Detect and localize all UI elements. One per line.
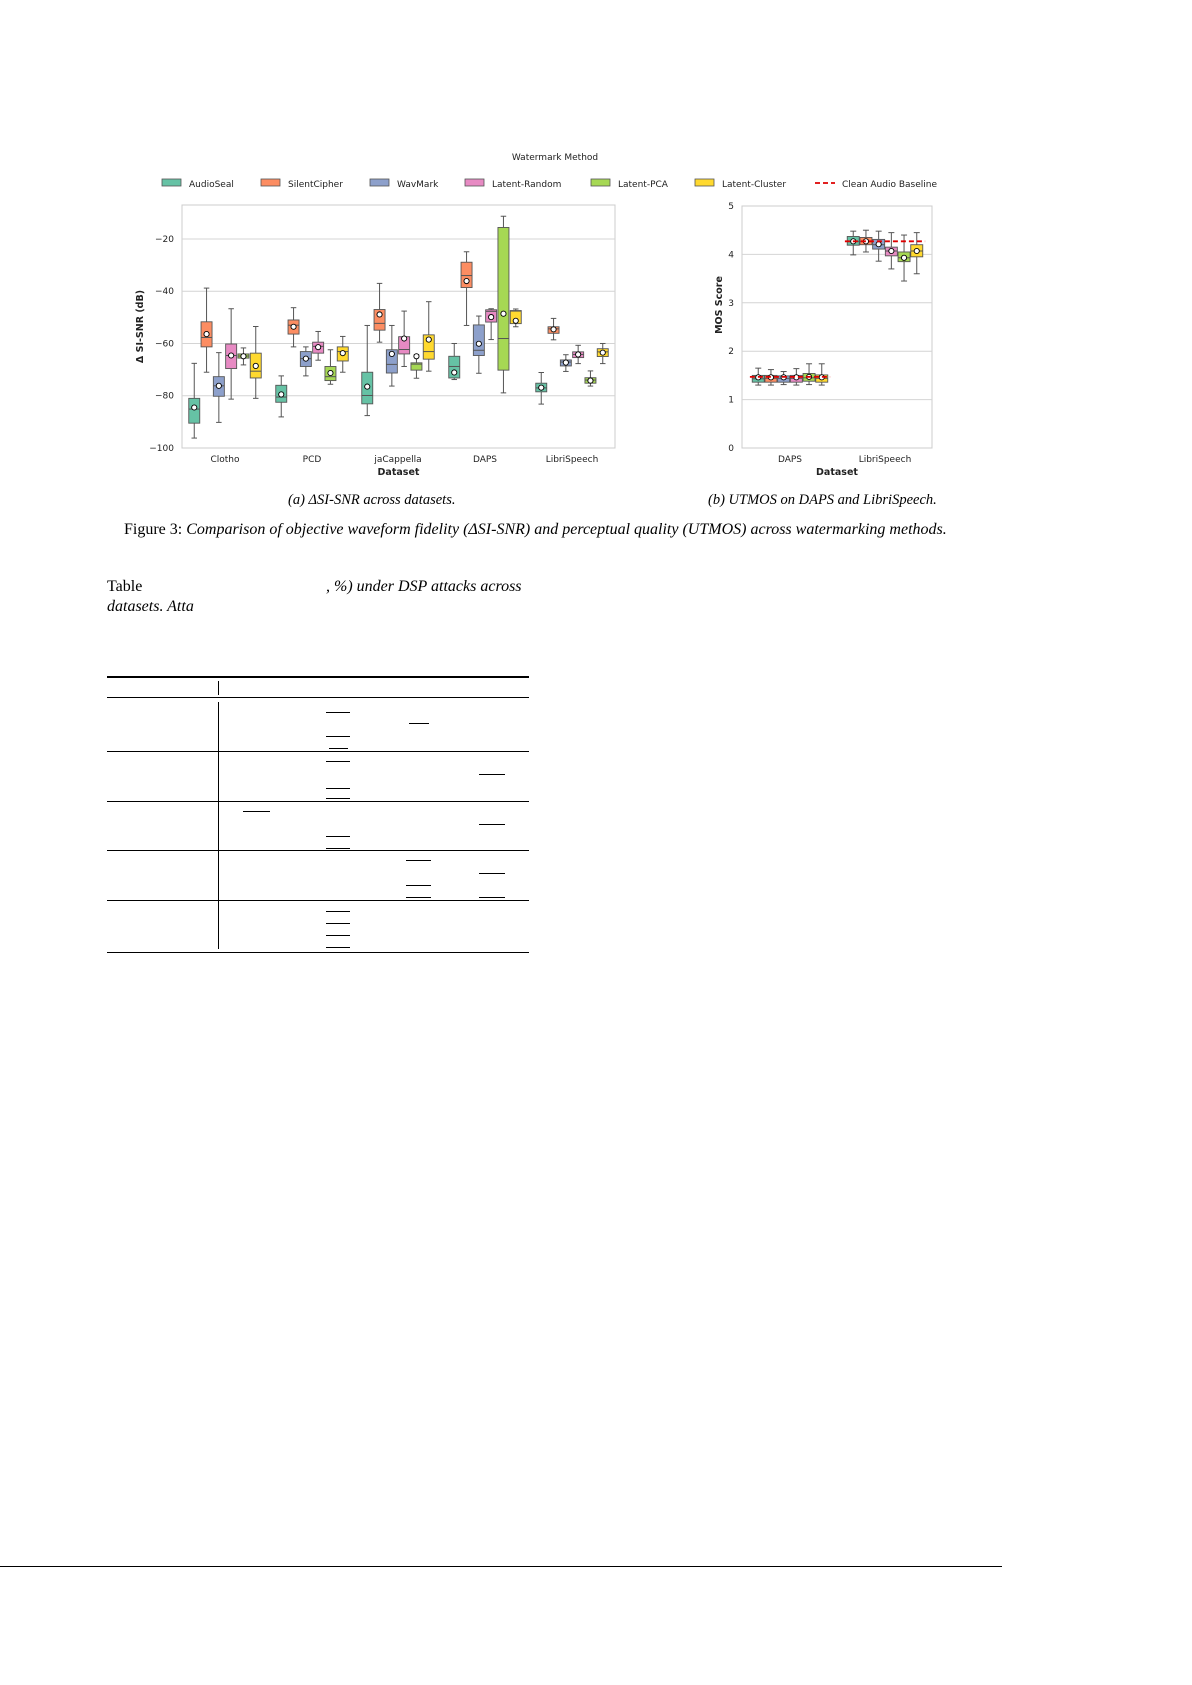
table-underline — [406, 860, 431, 861]
table-caption-line1-b: , %) under DSP attacks across — [326, 578, 522, 595]
table-row-rule — [107, 850, 529, 851]
mean-marker — [576, 352, 581, 357]
mean-marker — [489, 314, 494, 319]
mean-marker — [889, 248, 894, 253]
mean-marker — [377, 312, 382, 317]
mean-marker — [551, 327, 556, 332]
subcaption-a: (a) ΔSI-SNR across datasets. — [288, 492, 456, 508]
table-header-rule — [107, 697, 529, 698]
mean-marker — [476, 341, 481, 346]
table-underline — [326, 712, 350, 713]
x-tick-label: LibriSpeech — [858, 455, 912, 465]
figure-3-charts — [0, 0, 1192, 490]
legend-label: Clean Audio Baseline — [842, 180, 938, 190]
y-axis-label: MOS Score — [714, 276, 725, 334]
footer-rule — [0, 1566, 1002, 1567]
table-underline — [479, 873, 505, 874]
mean-marker — [402, 336, 407, 341]
mean-marker — [563, 360, 568, 365]
mean-marker — [365, 384, 370, 389]
table-row-rule — [107, 751, 529, 752]
y-tick-label: 1 — [728, 395, 734, 406]
figure-caption — [124, 521, 947, 539]
box — [473, 325, 484, 356]
mean-marker — [192, 405, 197, 410]
table-top-rule — [107, 676, 529, 678]
box — [498, 227, 509, 370]
table-underline — [406, 885, 431, 886]
mean-marker — [464, 278, 469, 283]
legend-swatch-wavmark — [370, 179, 389, 186]
mean-marker — [229, 353, 234, 358]
legend-label: SilentCipher — [288, 180, 343, 190]
mean-marker — [513, 318, 518, 323]
table-row-rule — [107, 801, 529, 802]
table-underline — [329, 748, 348, 749]
table-caption-line2: datasets. Atta — [107, 598, 194, 615]
y-tick-label: 4 — [728, 250, 734, 261]
mean-marker — [426, 337, 431, 342]
table-underline — [479, 897, 505, 898]
mean-marker — [241, 354, 246, 359]
y-axis-label: Δ SI-SNR (dB) — [135, 289, 146, 364]
table-caption-line1-a: Table — [107, 578, 143, 595]
y-tick-label: −80 — [155, 391, 174, 402]
mean-marker — [588, 378, 593, 383]
mean-marker — [452, 370, 457, 375]
mean-marker — [539, 385, 544, 390]
x-tick-label: Clotho — [210, 455, 240, 465]
x-tick-label: DAPS — [777, 455, 803, 465]
table-underline — [409, 723, 429, 724]
x-tick-label: LibriSpeech — [545, 455, 599, 465]
x-axis-label: Dataset — [816, 467, 858, 478]
table-underline — [479, 774, 505, 775]
mean-marker — [316, 345, 321, 350]
mean-marker — [328, 370, 333, 375]
table-row-rule — [107, 900, 529, 901]
box-latent-pca-daps — [498, 216, 509, 393]
table-underline — [326, 736, 350, 737]
x-tick-label: PCD — [302, 455, 322, 465]
table-bottom-rule — [107, 952, 529, 953]
legend-swatch-latent-pca — [591, 179, 610, 186]
mean-marker — [279, 392, 284, 397]
table-underline — [326, 836, 350, 837]
legend-label: Latent-PCA — [618, 180, 668, 190]
mean-marker — [253, 363, 258, 368]
legend-swatch-latent-random — [465, 179, 484, 186]
mean-marker — [501, 311, 506, 316]
legend-swatch-silentcipher — [261, 179, 280, 186]
mean-marker — [914, 248, 919, 253]
mean-marker — [340, 351, 345, 356]
table-underline — [326, 761, 350, 762]
mean-marker — [389, 351, 394, 356]
x-tick-label: jaCappella — [374, 455, 422, 465]
y-tick-label: 2 — [728, 347, 734, 358]
y-tick-label: 0 — [728, 444, 734, 454]
y-tick-label: −40 — [155, 287, 174, 298]
table-underline — [326, 788, 350, 789]
table-header-divider — [218, 681, 219, 695]
x-axis-label: Dataset — [377, 467, 420, 478]
table-underline — [243, 811, 270, 812]
table-underline — [406, 897, 431, 898]
legend-title: Watermark Method — [511, 153, 599, 163]
mean-marker — [600, 350, 605, 355]
legend-label: AudioSeal — [189, 180, 234, 190]
legend-swatch-audioseal — [162, 179, 181, 186]
figure-label: Figure 3: — [124, 521, 183, 538]
legend-label: Latent-Cluster — [722, 180, 787, 190]
y-tick-label: 3 — [728, 298, 734, 309]
legend-swatch-latent-cluster — [695, 179, 714, 186]
y-tick-label: −60 — [155, 339, 174, 350]
figure-caption-text: Comparison of objective waveform fidelity (ΔSI-SNR) and perceptual quality (UTMOS) across watermarking methods. — [186, 521, 947, 538]
subcaption-b: (b) UTMOS on DAPS and LibriSpeech. — [708, 492, 937, 508]
table-underline — [326, 848, 350, 849]
table-underline — [479, 824, 505, 825]
mean-marker — [204, 331, 209, 336]
y-tick-label: −100 — [149, 444, 174, 454]
plot-area — [742, 206, 932, 448]
mean-marker — [876, 242, 881, 247]
y-tick-label: 5 — [728, 202, 734, 212]
table-underline — [326, 798, 350, 799]
y-tick-label: −20 — [155, 234, 174, 245]
legend-label: WavMark — [397, 180, 439, 190]
table-underline — [326, 935, 350, 936]
mean-marker — [303, 356, 308, 361]
table-underline — [326, 923, 350, 924]
table-column-divider — [218, 702, 219, 949]
legend-label: Latent-Random — [492, 180, 562, 190]
mean-marker — [414, 354, 419, 359]
mean-marker — [901, 255, 906, 260]
table-underline — [326, 911, 350, 912]
table-underline — [326, 947, 350, 948]
box — [189, 398, 200, 423]
mean-marker — [291, 324, 296, 329]
x-tick-label: DAPS — [472, 455, 498, 465]
mean-marker — [216, 383, 221, 388]
